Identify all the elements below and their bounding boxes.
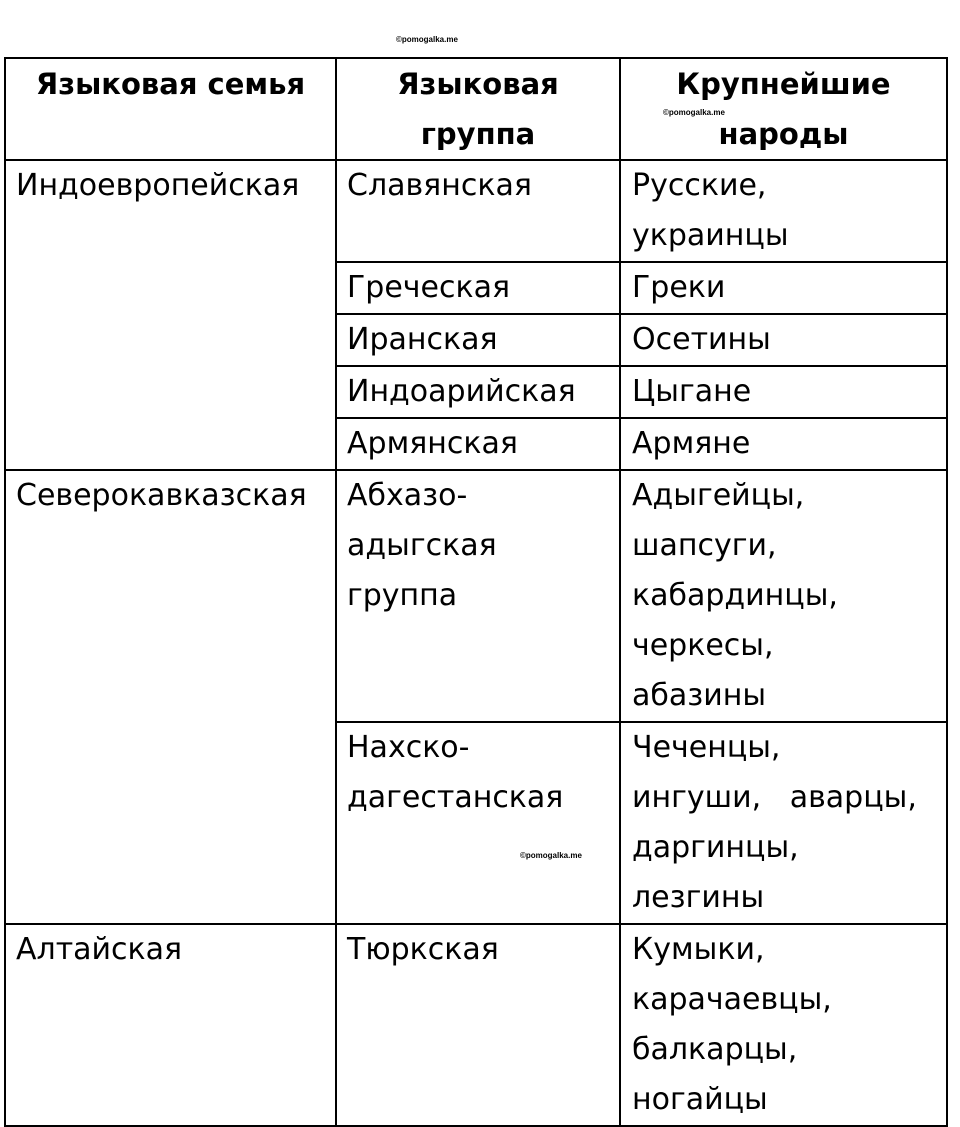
table-row — [5, 924, 947, 1126]
peoples-cell: Осетины — [620, 314, 947, 366]
peoples-cell: Армяне — [620, 418, 947, 470]
peoples-cell: Чеченцы, ингуши, аварцы, даргинцы, лезгины — [620, 722, 947, 924]
peoples-cell: Адыгейцы, шапсуги, кабардинцы, черкесы, абазины — [620, 470, 947, 722]
watermark: ©pomogalka.me — [520, 851, 582, 860]
group-cell: Нахско- дагестанская — [336, 722, 620, 924]
header-family: Языковая семья — [5, 58, 336, 160]
watermark: ©pomogalka.me — [663, 108, 725, 117]
watermark: ©pomogalka.me — [396, 35, 458, 44]
language-families-table — [4, 57, 948, 1127]
table-row — [5, 470, 947, 722]
group-cell: Абхазо- адыгская группа — [336, 470, 620, 722]
peoples-cell: Русские, украинцы — [620, 160, 947, 262]
group-cell: Индоарийская — [336, 366, 620, 418]
table-header-row — [5, 58, 947, 160]
table-row — [5, 160, 947, 262]
group-cell: Армянская — [336, 418, 620, 470]
peoples-cell: Цыгане — [620, 366, 947, 418]
header-group: Языковая группа — [336, 58, 620, 160]
family-cell-caucasus: Северокавказская — [5, 470, 336, 924]
family-cell-indo: Индоевропейская — [5, 160, 336, 470]
family-cell-altai: Алтайская — [5, 924, 336, 1126]
group-cell: Тюркская — [336, 924, 620, 1126]
peoples-cell: Кумыки, карачаевцы, балкарцы, ногайцы — [620, 924, 947, 1126]
header-peoples: Крупнейшие народы — [620, 58, 947, 160]
group-cell: Иранская — [336, 314, 620, 366]
peoples-cell: Греки — [620, 262, 947, 314]
group-cell: Славянская — [336, 160, 620, 262]
group-cell: Греческая — [336, 262, 620, 314]
